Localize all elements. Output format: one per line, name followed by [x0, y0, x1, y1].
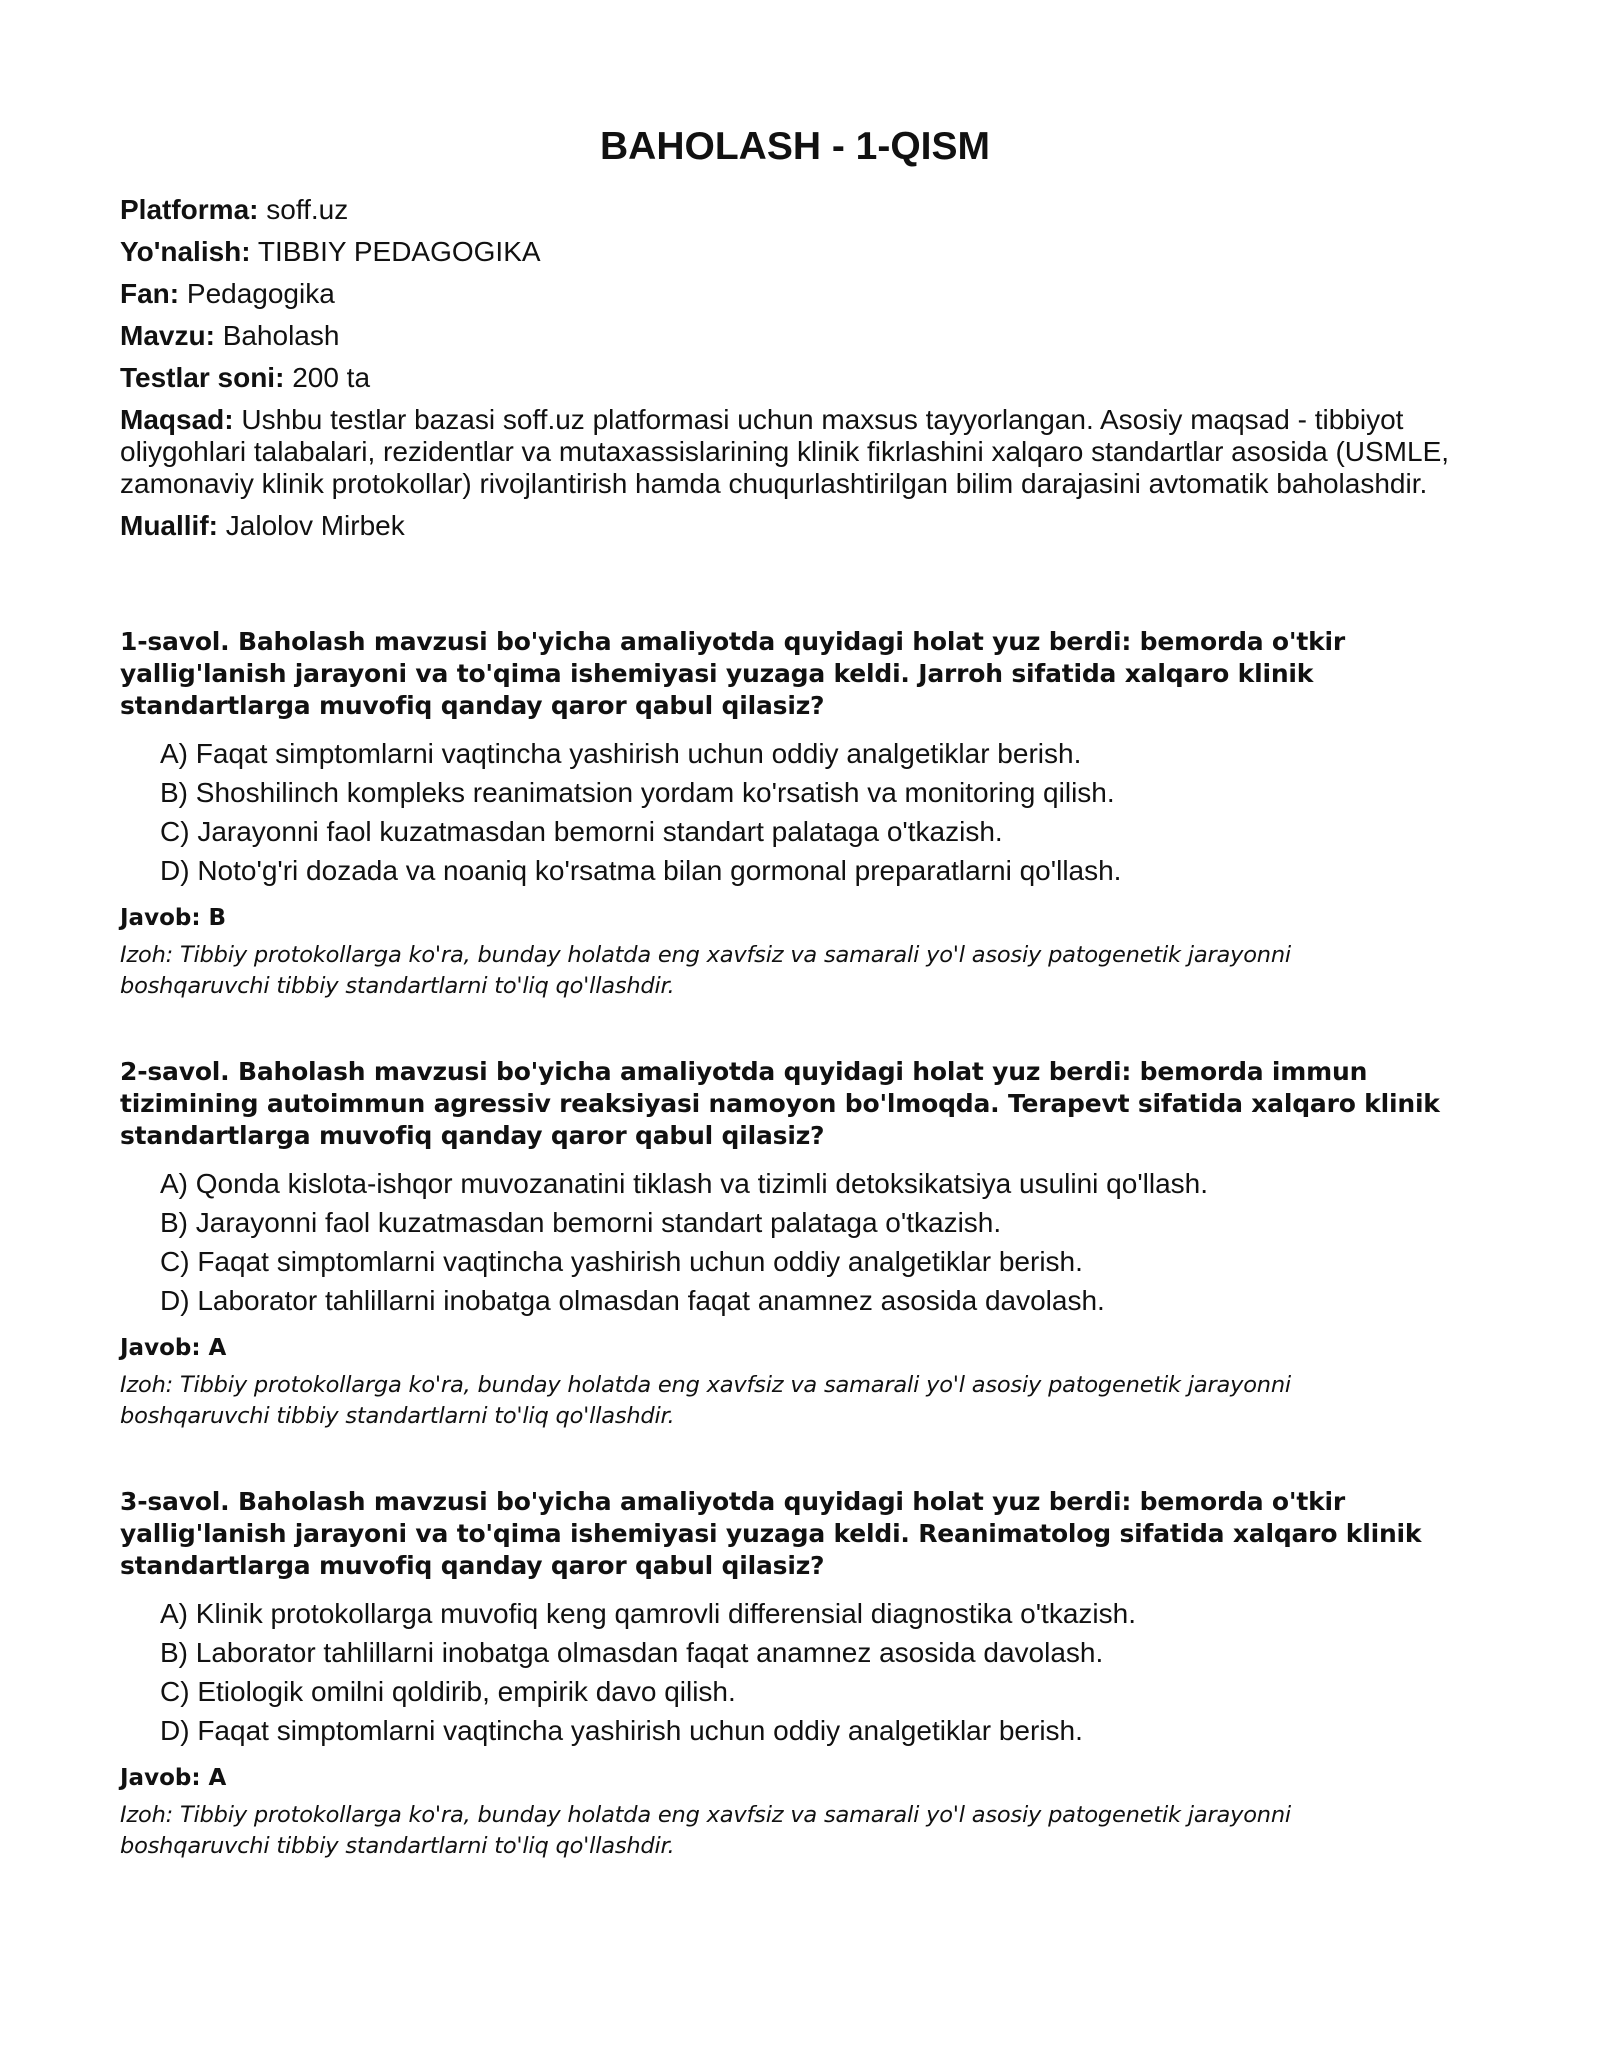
question-text: 3-savol. Baholash mavzusi bo'yicha amaliyotda quyidagi holat yuz berdi: bemorda o'tkir yallig'lanish jarayoni va to'qima ishemiyasi yuzaga keldi. Reanimatolog sifatida xalqaro klinik standartlarga muvofiq qanday qaror qabul qilasiz?	[120, 1487, 1422, 1580]
meta-value: TIBBIY PEDAGOGIKA	[257, 236, 541, 267]
option-item: A) Klinik protokollarga muvofiq keng qamrovli differensial diagnostika o'tkazish.	[160, 1598, 1136, 1629]
answer-label: Javob: A	[120, 1335, 227, 1361]
option-item: C) Etiologik omilni qoldirib, empirik davo qilish.	[160, 1676, 736, 1707]
meta-direction	[120, 236, 1490, 268]
meta-test-count	[120, 362, 1490, 394]
meta-value: Pedagogika	[186, 278, 335, 309]
option-item: D) Faqat simptomlarni vaqtincha yashirish uchun oddiy analgetiklar berish.	[160, 1715, 1083, 1746]
answer-label: Javob: A	[120, 1765, 227, 1791]
meta-subject	[120, 278, 1490, 310]
meta-value: Ushbu testlar bazasi soff.uz platformasi uchun maxsus tayyorlangan. Asosiy maqsad - tibbiyot oliygohlari talabalari, rezidentlar va mutaxassislarining klinik fikrlashini xalqaro standartlar asosida (USMLE, zamonaviy klinik protokollar) rivojlantirish hamda chuqurlashtirilgan bilim darajasini avtomatik baholashdir.	[120, 404, 1450, 499]
meta-topic	[120, 320, 1490, 352]
meta-author	[120, 510, 1490, 542]
document-page	[120, 0, 1490, 1916]
meta-platform	[120, 194, 1490, 226]
meta-value: Baholash	[222, 320, 340, 351]
question-block	[120, 626, 1490, 1002]
option-item: C) Faqat simptomlarni vaqtincha yashirish uchun oddiy analgetiklar berish.	[160, 1246, 1083, 1277]
option-item: A) Qonda kislota-ishqor muvozanatini tiklash va tizimli detoksikatsiya usulini qo'llash.	[160, 1168, 1209, 1199]
question-list	[120, 626, 1490, 1862]
option-item: C) Jarayonni faol kuzatmasdan bemorni standart palataga o'tkazish.	[160, 816, 1003, 847]
option-item: B) Laborator tahlillarni inobatga olmasdan faqat anamnez asosida davolash.	[160, 1637, 1104, 1668]
question-block	[120, 1056, 1490, 1432]
answer-label: Javob: B	[120, 905, 227, 931]
document-title: BAHOLASH - 1-QISM	[600, 125, 990, 168]
meta-label: Platforma:	[120, 194, 259, 225]
document-meta	[120, 194, 1490, 542]
meta-label: Fan:	[120, 278, 180, 309]
explanation-note: Izoh: Tibbiy protokollarga ko'ra, bunday holatda eng xavfsiz va samarali yo'l asosiy patogenetik jarayonni boshqaruvchi tibbiy standartlarni to'liq qo'llashdir.	[120, 1372, 1291, 1429]
option-item: D) Laborator tahlillarni inobatga olmasdan faqat anamnez asosida davolash.	[160, 1285, 1105, 1316]
explanation-note: Izoh: Tibbiy protokollarga ko'ra, bunday holatda eng xavfsiz va samarali yo'l asosiy patogenetik jarayonni boshqaruvchi tibbiy standartlarni to'liq qo'llashdir.	[120, 1802, 1291, 1859]
question-block	[120, 1486, 1490, 1862]
question-text: 1-savol. Baholash mavzusi bo'yicha amaliyotda quyidagi holat yuz berdi: bemorda o'tkir yallig'lanish jarayoni va to'qima ishemiyasi yuzaga keldi. Jarroh sifatida xalqaro klinik standartlarga muvofiq qanday qaror qabul qilasiz?	[120, 627, 1346, 720]
meta-label: Yo'nalish:	[120, 236, 251, 267]
meta-value: 200 ta	[292, 362, 371, 393]
option-list	[120, 1164, 1490, 1320]
meta-label: Testlar soni:	[120, 362, 285, 393]
option-item: B) Shoshilinch kompleks reanimatsion yordam ko'rsatish va monitoring qilish.	[160, 777, 1115, 808]
explanation-note: Izoh: Tibbiy protokollarga ko'ra, bunday holatda eng xavfsiz va samarali yo'l asosiy patogenetik jarayonni boshqaruvchi tibbiy standartlarni to'liq qo'llashdir.	[120, 942, 1291, 999]
option-list	[120, 1594, 1490, 1750]
meta-value: Jalolov Mirbek	[225, 510, 405, 541]
option-list	[120, 734, 1490, 890]
option-item: A) Faqat simptomlarni vaqtincha yashirish uchun oddiy analgetiklar berish.	[160, 738, 1082, 769]
option-item: D) Noto'g'ri dozada va noaniq ko'rsatma bilan gormonal preparatlarni qo'llash.	[160, 855, 1122, 886]
meta-value: soff.uz	[266, 194, 349, 225]
question-text: 2-savol. Baholash mavzusi bo'yicha amaliyotda quyidagi holat yuz berdi: bemorda immun tizimining autoimmun agressiv reaksiyasi namoyon bo'lmoqda. Terapevt sifatida xalqaro klinik standartlarga muvofiq qanday qaror qabul qilasiz?	[120, 1057, 1440, 1150]
option-item: B) Jarayonni faol kuzatmasdan bemorni standart palataga o'tkazish.	[160, 1207, 1002, 1238]
meta-label: Maqsad:	[120, 404, 234, 435]
meta-label: Muallif:	[120, 510, 218, 541]
meta-purpose	[120, 404, 1490, 500]
meta-label: Mavzu:	[120, 320, 215, 351]
